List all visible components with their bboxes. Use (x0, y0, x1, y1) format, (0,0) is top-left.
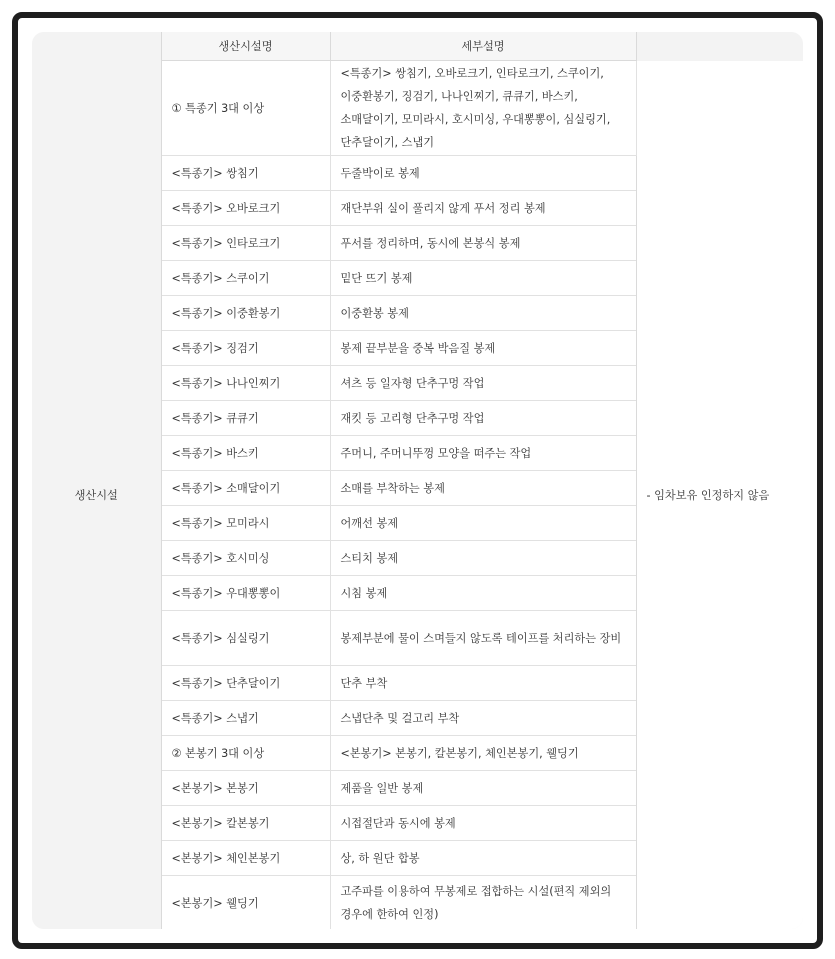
category-cell: 생산시설 (32, 61, 161, 930)
facility-name-cell: <특종기> 바스키 (161, 436, 330, 471)
description-cell: 스냅단추 및 걸고리 부착 (330, 701, 636, 736)
table-row (32, 61, 803, 156)
description-cell: <특종기> 쌍침기, 오바로크기, 인타로크기, 스쿠이기, 이중환봉기, 징검기, 나나인찌기, 큐큐기, 바스키, 소매달이기, 모미라시, 호시미싱, 우대뽕뽕이, 심실링기, 단추달이기, 스냅기 (330, 61, 636, 156)
facility-name-cell: <특종기> 큐큐기 (161, 401, 330, 436)
description-cell: 시침 봉제 (330, 576, 636, 611)
description-cell: 재단부위 실이 풀리지 않게 푸서 정리 봉제 (330, 191, 636, 226)
table-body (32, 61, 803, 930)
description-cell: 스티치 봉제 (330, 541, 636, 576)
description-cell: 상, 하 원단 합봉 (330, 841, 636, 876)
header-blank-left (32, 32, 161, 61)
description-cell: 봉제 끝부분을 중복 박음질 봉제 (330, 331, 636, 366)
facility-name-cell: <특종기> 쌍침기 (161, 156, 330, 191)
description-cell: <본봉기> 본봉기, 칼본봉기, 체인본봉기, 웰딩기 (330, 736, 636, 771)
description-cell: 어깨선 봉제 (330, 506, 636, 541)
facility-name-cell: <특종기> 이중환봉기 (161, 296, 330, 331)
facility-name-cell: <특종기> 오바로크기 (161, 191, 330, 226)
facility-name-cell: <특종기> 스쿠이기 (161, 261, 330, 296)
facility-name-cell: ① 특종기 3대 이상 (161, 61, 330, 156)
header-description: 세부설명 (330, 32, 636, 61)
facility-name-cell: <본봉기> 본봉기 (161, 771, 330, 806)
description-cell: 소매를 부착하는 봉제 (330, 471, 636, 506)
note-cell: - 임차보유 인정하지 않음 (636, 61, 803, 930)
description-cell: 셔츠 등 일자형 단추구멍 작업 (330, 366, 636, 401)
description-cell: 이중환봉 봉제 (330, 296, 636, 331)
header-facility-name: 생산시설명 (161, 32, 330, 61)
facility-name-cell: <특종기> 심실링기 (161, 611, 330, 666)
description-cell: 제품을 일반 봉제 (330, 771, 636, 806)
facility-name-cell: <특종기> 호시미싱 (161, 541, 330, 576)
header-blank-right (636, 32, 803, 61)
facility-name-cell: <본봉기> 체인본봉기 (161, 841, 330, 876)
description-cell: 단추 부착 (330, 666, 636, 701)
table-header-row (32, 32, 803, 61)
description-cell: 재킷 등 고리형 단추구멍 작업 (330, 401, 636, 436)
description-cell: 밑단 뜨기 봉제 (330, 261, 636, 296)
facility-name-cell: <특종기> 징검기 (161, 331, 330, 366)
facility-name-cell: <특종기> 단추달이기 (161, 666, 330, 701)
description-cell: 봉제부분에 물이 스며들지 않도록 테이프를 처리하는 장비 (330, 611, 636, 666)
production-facility-table (32, 32, 803, 929)
facility-name-cell: <특종기> 인타로크기 (161, 226, 330, 261)
description-cell: 시접절단과 동시에 봉제 (330, 806, 636, 841)
facility-name-cell: <특종기> 스냅기 (161, 701, 330, 736)
description-cell: 주머니, 주머니뚜껑 모양을 떠주는 작업 (330, 436, 636, 471)
facility-name-cell: ② 본봉기 3대 이상 (161, 736, 330, 771)
facility-name-cell: <특종기> 모미라시 (161, 506, 330, 541)
facility-name-cell: <특종기> 나나인찌기 (161, 366, 330, 401)
document-frame (12, 12, 823, 949)
table-container (32, 32, 803, 929)
description-cell: 두줄박이로 봉제 (330, 156, 636, 191)
description-cell: 고주파를 이용하여 무봉제로 접합하는 시설(편직 제외의 경우에 한하여 인정) (330, 876, 636, 930)
facility-name-cell: <특종기> 우대뽕뽕이 (161, 576, 330, 611)
facility-name-cell: <특종기> 소매달이기 (161, 471, 330, 506)
facility-name-cell: <본봉기> 칼본봉기 (161, 806, 330, 841)
description-cell: 푸서를 정리하며, 동시에 본봉식 봉제 (330, 226, 636, 261)
facility-name-cell: <본봉기> 웰딩기 (161, 876, 330, 930)
